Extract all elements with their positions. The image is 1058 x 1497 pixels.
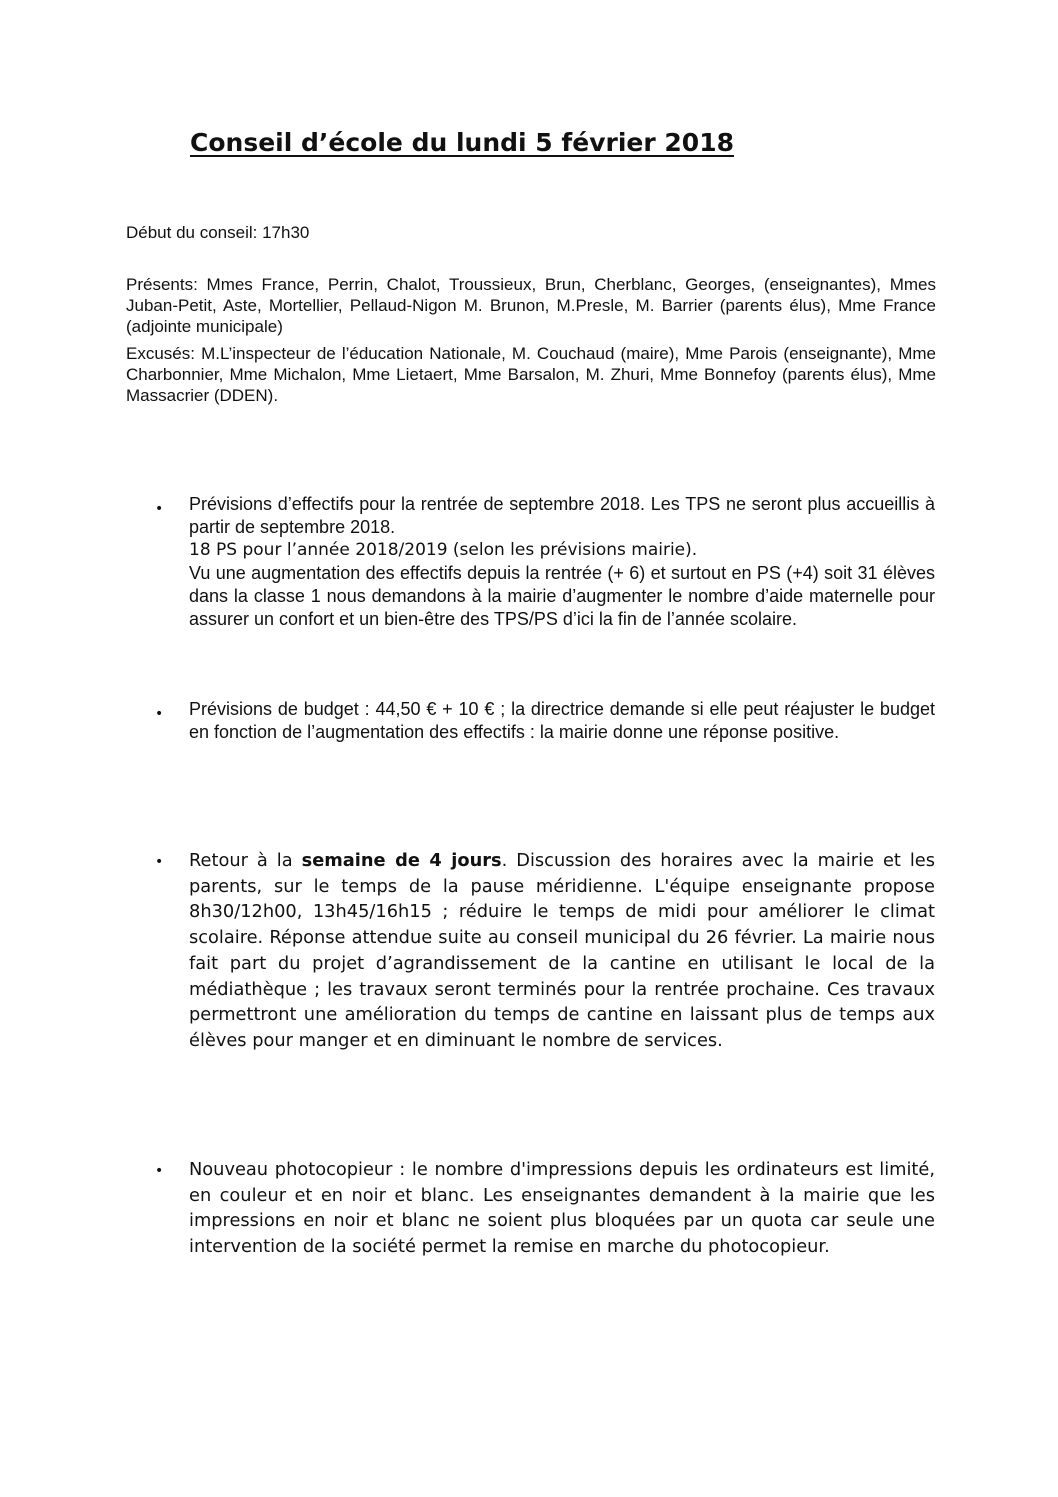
document-title: Conseil d’école du lundi 5 février 2018 [190,128,734,157]
attendees-excused: Excusés: M.L’inspecteur de l’éducation Nationale, M. Couchaud (maire), Mme Parois (enseignante), Mme Charbonnier, Mme Michalon, Mme Lietaert, Mme Barsalon, M. Zhuri, Mme Bonnefoy (parents élus), Mme Massacrier (DDEN). [126,344,936,405]
enrolment-ps-count: 18 PS pour l’année 2018/2019 (selon les prévisions mairie). [189,540,698,560]
enrolment-request-text: Vu une augmentation des effectifs depuis la rentrée (+ 6) et surtout en PS (+4) soit 31 élèves dans la classe 1 nous demandons à la mairie d’augmenter le nombre d’aide maternelle pour assurer un confort et un bien-être des TPS/PS d’ici la fin de l’année scolaire. [189,563,935,629]
bullet-icon: • [155,854,164,870]
four-day-week-text [189,848,935,1054]
list-item-body [189,848,935,1054]
bullet-icon: • [155,1163,164,1179]
bullet-icon: • [155,501,164,517]
bullet-icon: • [155,706,164,722]
four-day-week-details: . Discussion des horaires avec la mairie et les parents, sur le temps de la pause méridienne. L'équipe enseignante propose 8h30/12h00, 13h45/16h15 ; réduire le temps de midi pour améliorer le climat scolaire. Réponse attendue suite au conseil municipal du 26 février. La mairie nous fait part du projet d’agrandissement de la cantine en utilisant le local de la médiathèque ; les travaux seront terminés pour la rentrée prochaine. Ces travaux permettront une amélioration du temps de cantine en laissant plus de temps aux élèves pour manger et en diminuant le nombre de services. [189,850,935,1051]
attendees-present: Présents: Mmes France, Perrin, Chalot, Troussieux, Brun, Cherblanc, Georges, (enseignantes), Mmes Juban-Petit, Aste, Mortellier, Pellaud-Nigon M. Brunon, M.Presle, M. Barrier (parents élus), Mme France (adjointe municipale) [126,275,936,336]
list-item-body [189,493,935,631]
meeting-start-time: Début du conseil: 17h30 [126,223,310,242]
four-day-week-emphasis: semaine de 4 jours [301,850,502,871]
budget-text: Prévisions de budget : 44,50 € + 10 € ; la directrice demande si elle peut réajuster le budget en fonction de l’augmentation des effectifs : la mairie donne une réponse positive. [189,699,935,742]
four-day-week-prefix: Retour à la [189,850,302,871]
enrolment-forecast-text: Prévisions d’effectifs pour la rentrée de septembre 2018. Les TPS ne seront plus accueillis à partir de septembre 2018. [189,494,935,537]
photocopier-text: Nouveau photocopieur : le nombre d'impressions depuis les ordinateurs est limité, en couleur et en noir et blanc. Les enseignantes demandent à la mairie que les impressions en noir et blanc ne soient plus bloquées par un quota car seule une intervention de la société permet la remise en marche du photocopieur. [189,1159,935,1258]
list-item-body [189,698,935,744]
list-item-body [189,1157,935,1260]
